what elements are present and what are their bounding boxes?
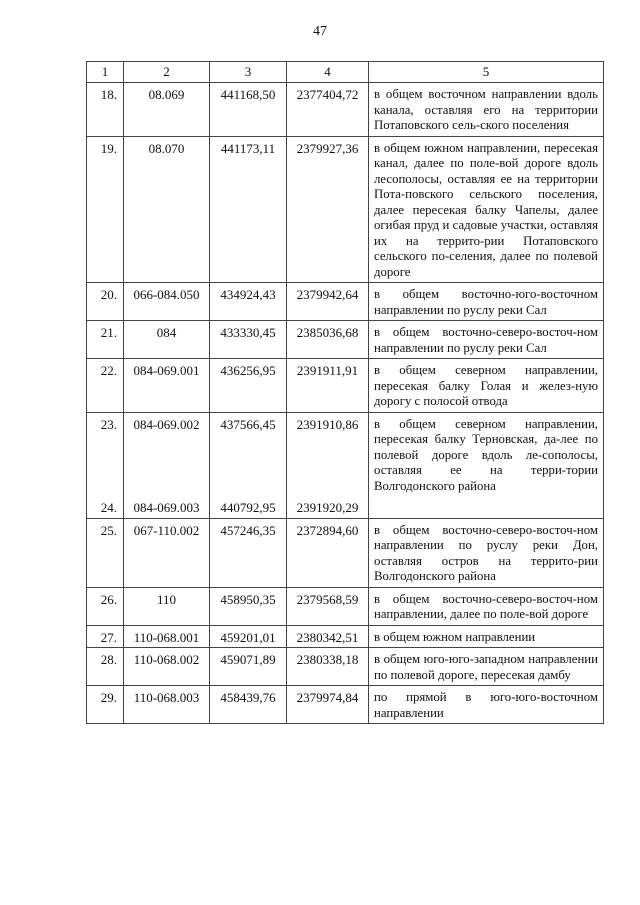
table-row: [87, 686, 604, 724]
coord-x-cell: 458439,76: [210, 686, 287, 724]
point-id-cell: 110-068.003: [124, 686, 210, 724]
row-number-cell: 18.: [87, 83, 124, 137]
boundary-table: [86, 61, 604, 724]
point-id-cell: 084-069.001: [124, 359, 210, 413]
coord-y-cell: 2380342,51: [287, 625, 369, 648]
coord-x-cell: 457246,35: [210, 518, 287, 587]
row-number-cell: 26.: [87, 587, 124, 625]
description-cell: в общем восточном направлении вдоль канала, оставляя его на территории Потаповского сель-ского поселения: [369, 83, 604, 137]
table-row: [87, 412, 604, 496]
point-id-cell: 110-068.001: [124, 625, 210, 648]
description-cell: в общем восточно-северо-восточ-ном направлении по руслу реки Сал: [369, 321, 604, 359]
coord-x-cell: 434924,43: [210, 283, 287, 321]
description-cell: в общем северном направлении, пересекая балку Голая и желез-ную дорогу с полосой отвода: [369, 359, 604, 413]
coord-y-cell: 2391911,91: [287, 359, 369, 413]
row-number-cell: 19.: [87, 136, 124, 283]
point-id-cell: 110: [124, 587, 210, 625]
coord-y-cell: 2385036,68: [287, 321, 369, 359]
table-row: [87, 587, 604, 625]
coord-y-cell: 2391920,29: [287, 496, 369, 518]
description-cell: [369, 496, 604, 518]
row-number-cell: 28.: [87, 648, 124, 686]
point-id-cell: 08.070: [124, 136, 210, 283]
point-id-cell: 08.069: [124, 83, 210, 137]
header-cell: 3: [210, 62, 287, 83]
coord-x-cell: 459071,89: [210, 648, 287, 686]
table-body: [87, 62, 604, 724]
coord-y-cell: 2379568,59: [287, 587, 369, 625]
header-cell: 1: [87, 62, 124, 83]
table-row: [87, 625, 604, 648]
row-number-cell: 21.: [87, 321, 124, 359]
row-number-cell: 20.: [87, 283, 124, 321]
description-cell: в общем восточно-северо-восточ-ном направлении по руслу реки Дон, оставляя остров на террито-рии Волгодонского района: [369, 518, 604, 587]
table-header-row: [87, 62, 604, 83]
point-id-cell: 084-069.002: [124, 412, 210, 496]
header-cell: 2: [124, 62, 210, 83]
description-cell: по прямой в юго-юго-восточном направлении: [369, 686, 604, 724]
point-id-cell: 067-110.002: [124, 518, 210, 587]
point-id-cell: 084: [124, 321, 210, 359]
row-number-cell: 25.: [87, 518, 124, 587]
coord-x-cell: 440792,95: [210, 496, 287, 518]
row-number-cell: 22.: [87, 359, 124, 413]
coord-y-cell: 2391910,86: [287, 412, 369, 496]
row-number-cell: 23.: [87, 412, 124, 496]
coord-y-cell: 2377404,72: [287, 83, 369, 137]
description-cell: в общем южном направлении, пересекая канал, далее по поле-вой дороге вдоль лесополосы, оставляя ее на территории Пота-повского сельского поселения, далее пересекая балку Чапелы, далее огибая пруд и садовые участки, оставляя их на террито-рии Потаповского сельского по-селения, далее по полевой дороге: [369, 136, 604, 283]
coord-y-cell: 2379927,36: [287, 136, 369, 283]
row-number-cell: 29.: [87, 686, 124, 724]
description-cell: в общем восточно-юго-восточном направлении по руслу реки Сал: [369, 283, 604, 321]
table-row: [87, 136, 604, 283]
coord-x-cell: 437566,45: [210, 412, 287, 496]
header-cell: 4: [287, 62, 369, 83]
page-number: 47: [313, 24, 327, 39]
table-row: [87, 359, 604, 413]
coord-y-cell: 2379942,64: [287, 283, 369, 321]
coord-y-cell: 2372894,60: [287, 518, 369, 587]
row-number-cell: 27.: [87, 625, 124, 648]
coord-x-cell: 458950,35: [210, 587, 287, 625]
coord-x-cell: 433330,45: [210, 321, 287, 359]
point-id-cell: 084-069.003: [124, 496, 210, 518]
table-row: [87, 283, 604, 321]
description-cell: в общем юго-юго-западном направлении по полевой дороге, пересекая дамбу: [369, 648, 604, 686]
coord-x-cell: 459201,01: [210, 625, 287, 648]
description-cell: в общем северном направлении, пересекая балку Терновская, да-лее по полевой дороге вдоль ле-сополосы, оставляя ее на терри-тории Волгодонского района: [369, 412, 604, 496]
coord-y-cell: 2379974,84: [287, 686, 369, 724]
table-row: [87, 496, 604, 518]
table-row: [87, 518, 604, 587]
row-number-cell: 24.: [87, 496, 124, 518]
description-cell: в общем южном направлении: [369, 625, 604, 648]
description-cell: в общем восточно-северо-восточ-ном направлении, далее по поле-вой дороге: [369, 587, 604, 625]
table-row: [87, 648, 604, 686]
table-row: [87, 321, 604, 359]
point-id-cell: 066-084.050: [124, 283, 210, 321]
coord-y-cell: 2380338,18: [287, 648, 369, 686]
coord-x-cell: 436256,95: [210, 359, 287, 413]
coord-x-cell: 441173,11: [210, 136, 287, 283]
point-id-cell: 110-068.002: [124, 648, 210, 686]
table-row: [87, 83, 604, 137]
header-cell: 5: [369, 62, 604, 83]
coord-x-cell: 441168,50: [210, 83, 287, 137]
